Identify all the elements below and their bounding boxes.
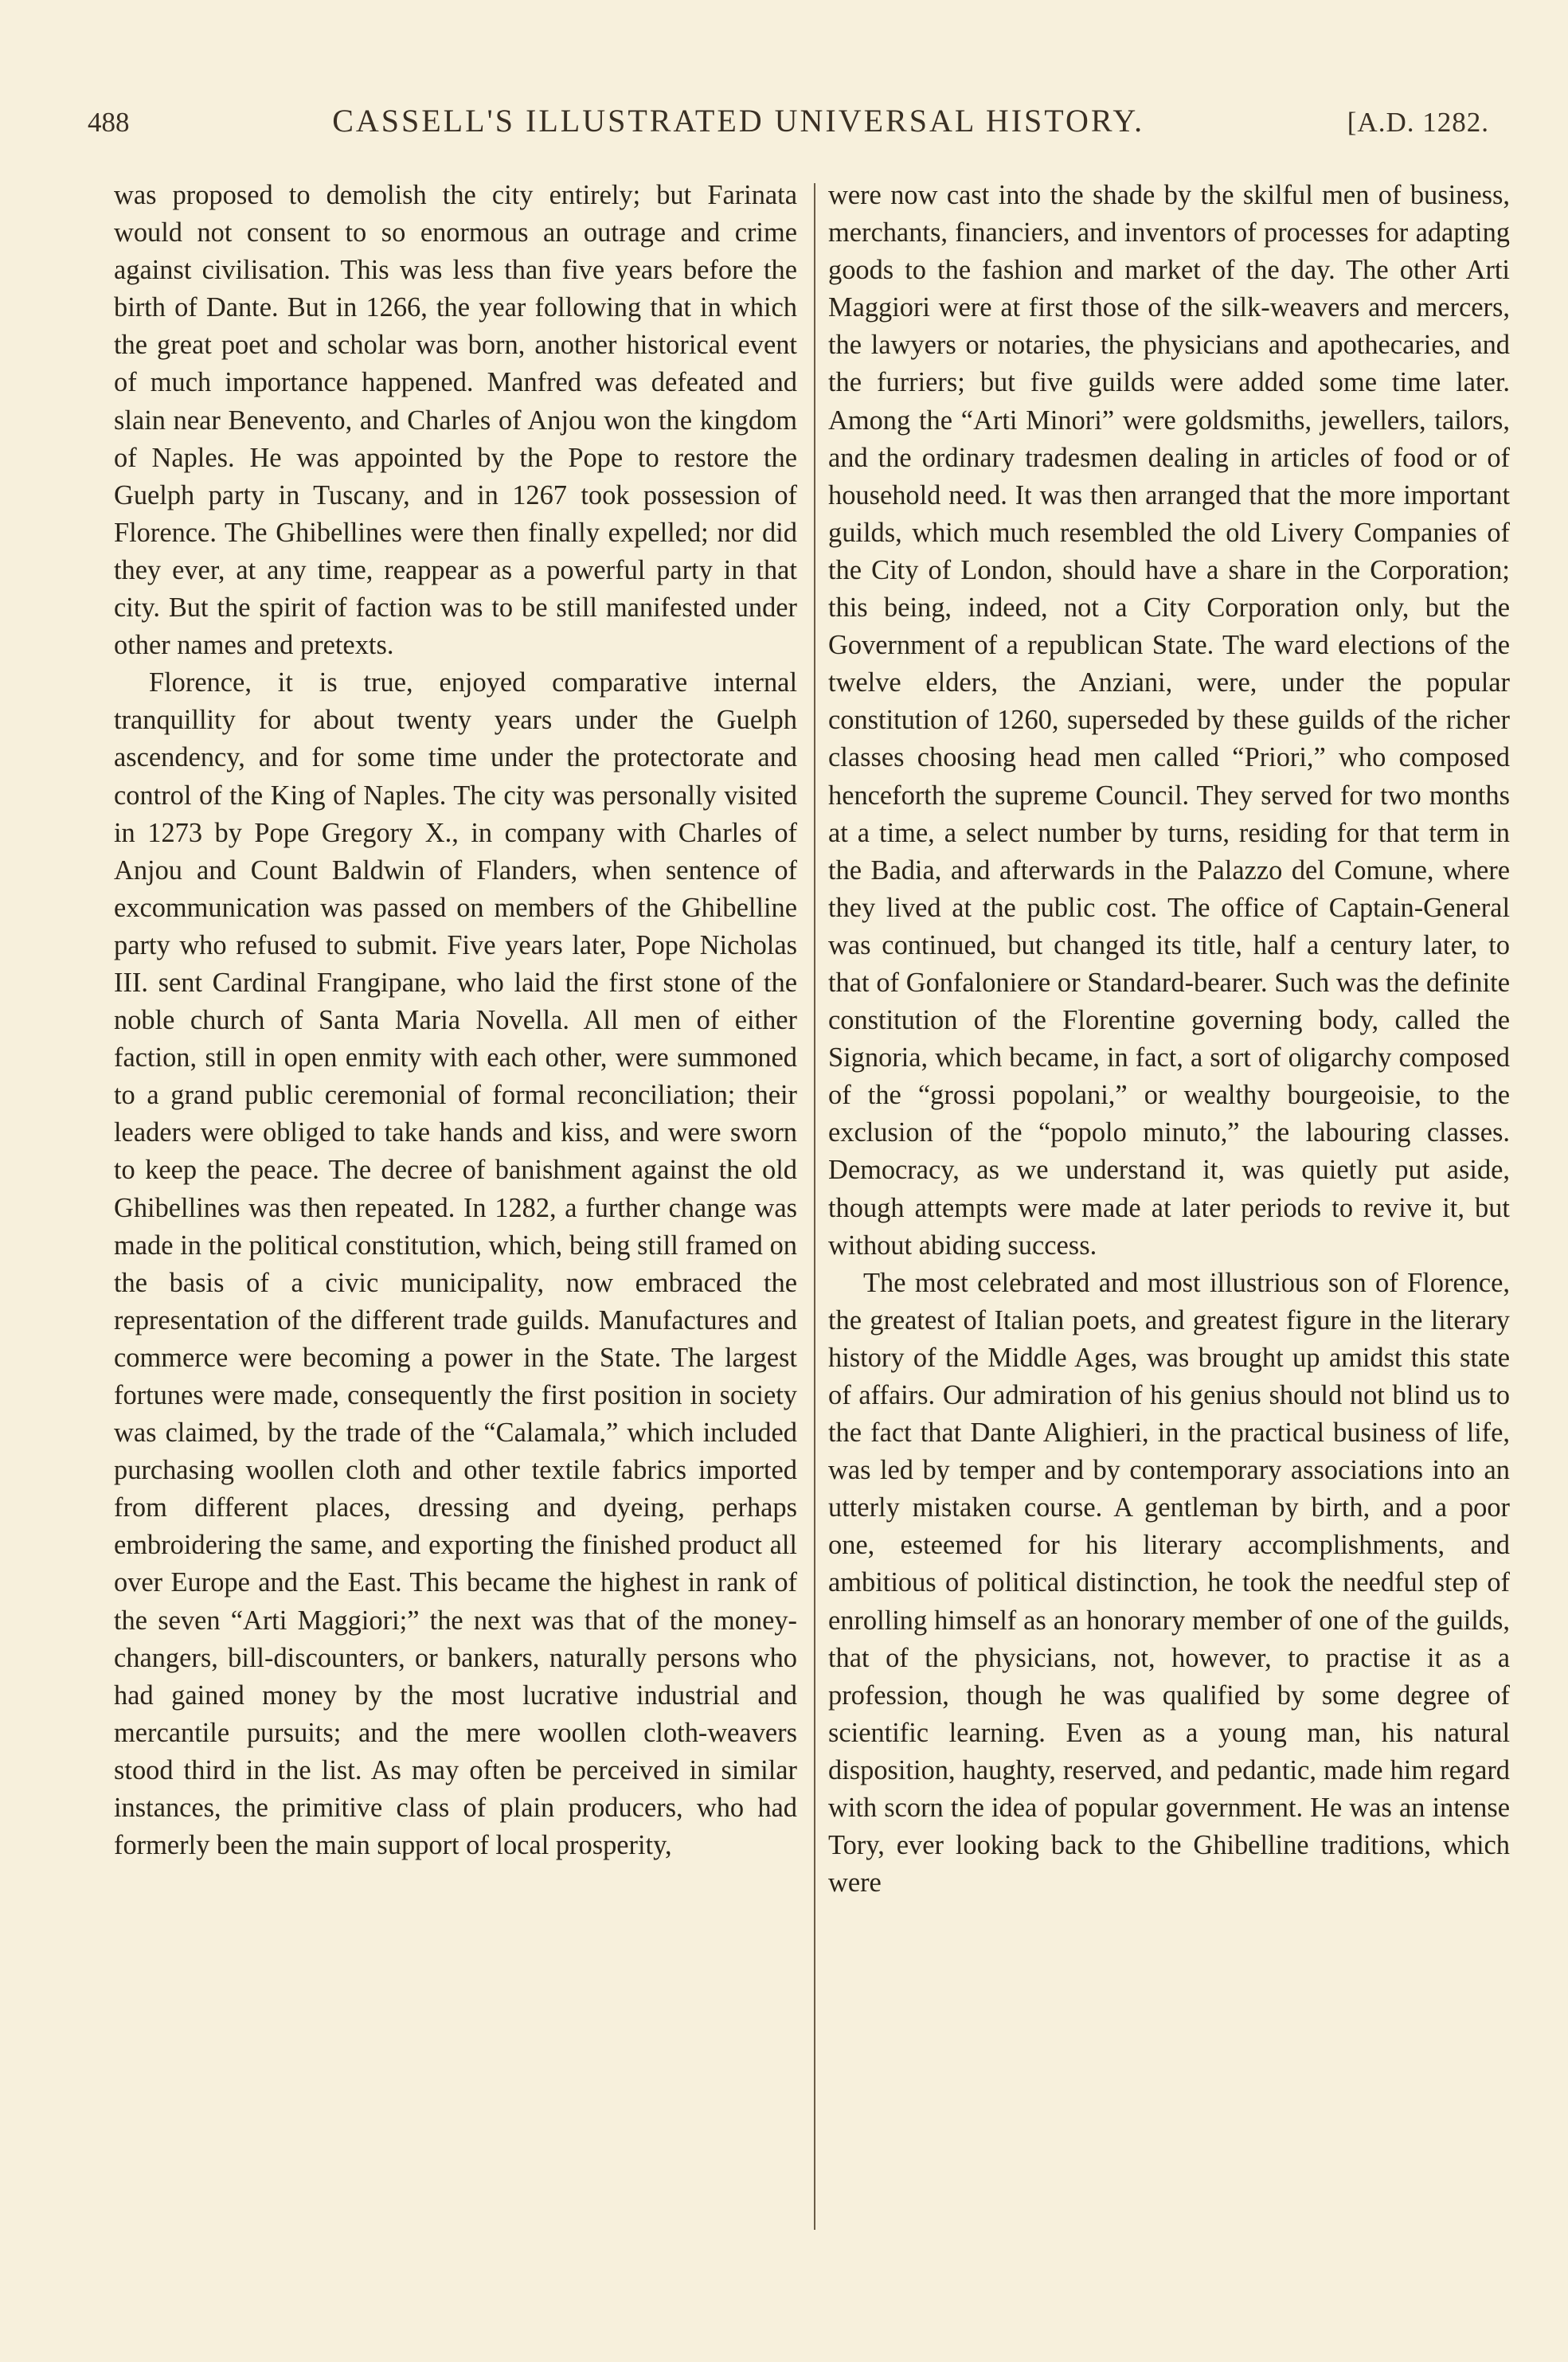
- right-column: [828, 177, 1510, 1902]
- right-paragraph-1: were now cast into the shade by the skilful men of business, merchants, financiers, and inventors of processes for adapting goods to the fashion and market of the day. The other Arti Maggiori were at first those of the silk-weavers and mercers, the lawyers or notaries, the physicians and apothecaries, and the furriers; but five guilds were added some time later. Among the “Arti Minori” were goldsmiths, jewellers, tailors, and the ordinary tradesmen dealing in articles of food or of household need. It was then arranged that the more important guilds, which much resembled the old Livery Companies of the City of London, should have a share in the Corporation; this being, indeed, not a City Corporation only, but the Government of a republican State. The ward elections of the twelve elders, the Anziani, were, under the popular constitution of 1260, superseded by these guilds of the richer classes choosing head men called “Priori,” who composed henceforth the supreme Council. They served for two months at a time, a select number by turns, residing for that term in the Badia, and afterwards in the Palazzo del Comune, where they lived at the public cost. The office of Captain-General was continued, but changed its title, half a century later, to that of Gonfaloniere or Standard-bearer. Such was the definite constitution of the Florentine governing body, called the Signoria, which became, in fact, a sort of oligarchy composed of the “grossi popolani,” or wealthy bourgeoisie, to the exclusion of the “popolo minuto,” the labouring classes. Democracy, as we understand it, was quietly put aside, though attempts were made at later periods to revive it, but without abiding success.: [828, 180, 1510, 1261]
- left-paragraph-1: was proposed to demolish the city entirely; but Farinata would not consent to so enormous an outrage and crime against civilisation. This was less than five years before the birth of Dante. But in 1266, the year following that in which the great poet and scholar was born, another historical event of much importance happened. Manfred was defeated and slain near Benevento, and Charles of Anjou won the kingdom of Naples. He was appointed by the Pope to restore the Guelph party in Tuscany, and in 1267 took possession of Florence. The Ghibellines were then finally expelled; nor did they ever, at any time, reappear as a powerful party in that city. But the spirit of faction was to be still manifested under other names and pretexts.: [114, 180, 797, 661]
- page-number: 488: [88, 107, 130, 138]
- running-header: [88, 102, 1489, 150]
- right-paragraph-2: The most celebrated and most illustrious son of Florence, the greatest of Italian poets, and greatest figure in the literary history of the Middle Ages, was brought up amidst this state of affairs. Our admiration of his genius should not blind us to the fact that Dante Alighieri, in the practical business of life, was led by temper and by contemporary associations into an utterly mistaken course. A gentleman by birth, and a poor one, esteemed for his literary accomplishments, and ambitious of political distinction, he took the needful step of enrolling himself as an honorary member of one of the guilds, that of the physicians, not, however, to practise it as a profession, though he was qualified by some degree of scientific learning. Even as a young man, his natural disposition, haughty, reserved, and pedantic, made him regard with scorn the idea of popular government. He was an intense Tory, ever looking back to the Ghibelline traditions, which were: [828, 1267, 1510, 1899]
- column-divider: [814, 183, 815, 2230]
- book-title: CASSELL'S ILLUSTRATED UNIVERSAL HISTORY.: [332, 103, 1145, 139]
- date-marker: [A.D. 1282.: [1347, 107, 1489, 138]
- left-paragraph-2: Florence, it is true, enjoyed comparative internal tranquillity for about twenty years under the Guelph ascendency, and for some time under the protectorate and control of the King of Naples. The city was personally visited in 1273 by Pope Gregory X., in company with Charles of Anjou and Count Baldwin of Flanders, when sentence of excommunication was passed on members of the Ghibelline party who refused to submit. Five years later, Pope Nicholas III. sent Cardinal Frangipane, who laid the first stone of the noble church of Santa Maria Novella. All men of either faction, still in open enmity with each other, were summoned to a grand public ceremonial of formal reconciliation; their leaders were obliged to take hands and kiss, and were sworn to keep the peace. The decree of banishment against the old Ghibellines was then repeated. In 1282, a further change was made in the political constitution, which, being still framed on the basis of a civic municipality, now embraced the representation of the different trade guilds. Manufactures and commerce were becoming a power in the State. The largest fortunes were made, consequently the first position in society was claimed, by the trade of the “Calamala,” which included purchasing woollen cloth and other textile fabrics imported from different places, dressing and dyeing, perhaps embroidering the same, and exporting the finished product all over Europe and the East. This became the highest in rank of the seven “Arti Maggiori;” the next was that of the money-changers, bill-discounters, or bankers, naturally persons who had gained money by the most lucrative industrial and mercantile pursuits; and the mere woollen cloth-weavers stood third in the list. As may often be perceived in similar instances, the primitive class of plain producers, who had formerly been the main support of local prosperity,: [114, 667, 797, 1861]
- left-column: [114, 177, 797, 1864]
